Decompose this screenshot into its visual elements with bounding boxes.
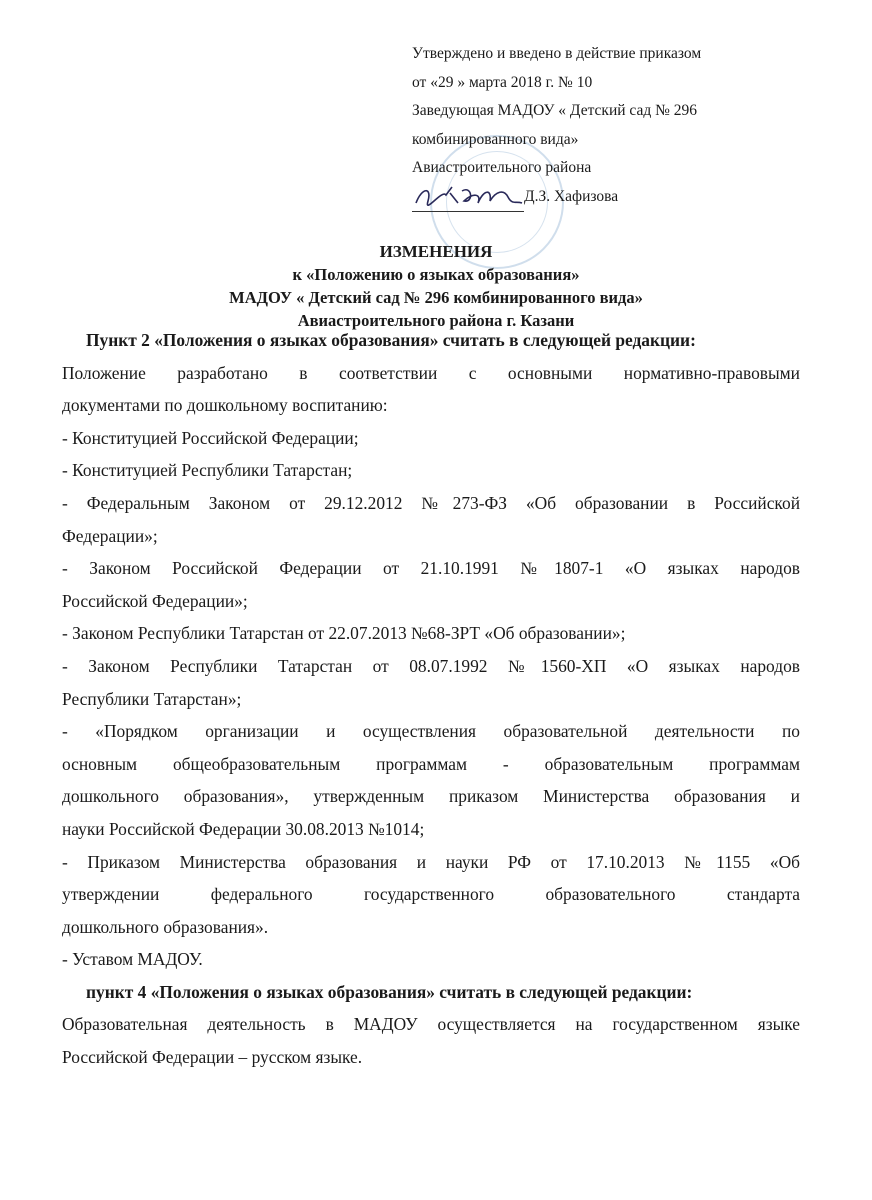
body-line: - Приказом Министерства образования и науки РФ от 17.10.2013 №1155 «Об [62, 851, 800, 872]
approval-line: комбинированного вида» [412, 130, 579, 148]
document-body [62, 324, 800, 1074]
body-line: - Конституцией Республики Татарстан; [62, 460, 353, 481]
body-line: Образовательная деятельность в МАДОУ осуществляется на государственном языке [62, 1014, 800, 1035]
body-line: основным общеобразовательным программам - образовательным программам [62, 753, 800, 774]
approval-line: Авиастроительного района [412, 159, 592, 177]
body-line: Федерации»; [62, 525, 158, 546]
body-line: Положение разработано в соответствии с основными нормативно-правовыми [62, 362, 800, 383]
title-line: МАДОУ « Детский сад № 296 комбинированного вида» [229, 288, 643, 307]
title-line: к «Положению о языках образования» [292, 265, 580, 284]
body-line: Российской Федерации – русском языке. [62, 1047, 363, 1068]
body-line: - Конституцией Российской Федерации; [62, 427, 359, 448]
title-line: ИЗМЕНЕНИЯ [379, 242, 493, 261]
body-line: - Законом Республики Татарстан от 22.07.2013 №68-ЗРТ «Об образовании»; [62, 623, 626, 644]
body-line: Российской Федерации»; [62, 590, 248, 611]
body-line: - Уставом МАДОУ. [62, 949, 203, 970]
section-heading: Пункт 2 «Положения о языках образования» считать в следующей редакции: [86, 330, 696, 350]
approval-line: Заведующая МАДОУ « Детский сад № 296 [412, 102, 698, 120]
body-line: - «Порядком организации и осуществления образовательной деятельности по [62, 721, 800, 742]
approval-line: Утверждено и введено в действие приказом [412, 45, 702, 62]
handwritten-signature [412, 189, 524, 212]
body-line: Республики Татарстан»; [62, 688, 242, 709]
signature-row [412, 183, 701, 212]
document-title [0, 240, 872, 332]
body-line: - Законом Российской Федерации от 21.10.1991 №1807-1 «О языках народов [62, 558, 800, 579]
approval-line: от «29 » марта 2018 г. № 10 [412, 73, 593, 91]
signatory-name: Д.З. Хафизова [524, 187, 619, 205]
title-line: Авиастроительного района г. Казани [297, 311, 575, 330]
body-line: утверждении федерального государственного образовательного стандарта [62, 884, 800, 905]
body-line: дошкольного образования», утвержденным приказом Министерства образования и [62, 786, 800, 807]
body-line: дошкольного образования». [62, 916, 269, 937]
body-line: - Федеральным Законом от 29.12.2012 №273-ФЗ «Об образовании в Российской [62, 492, 800, 513]
section-heading: пункт 4 «Положения о языках образования» считать в следующей редакции: [86, 981, 693, 1002]
body-line: документами по дошкольному воспитанию: [62, 395, 388, 416]
approval-block [412, 40, 701, 212]
body-line: - Законом Республики Татарстан от 08.07.1992 №1560-ХП «О языках народов [62, 655, 800, 676]
body-line: науки Российской Федерации 30.08.2013 №1014; [62, 818, 425, 839]
